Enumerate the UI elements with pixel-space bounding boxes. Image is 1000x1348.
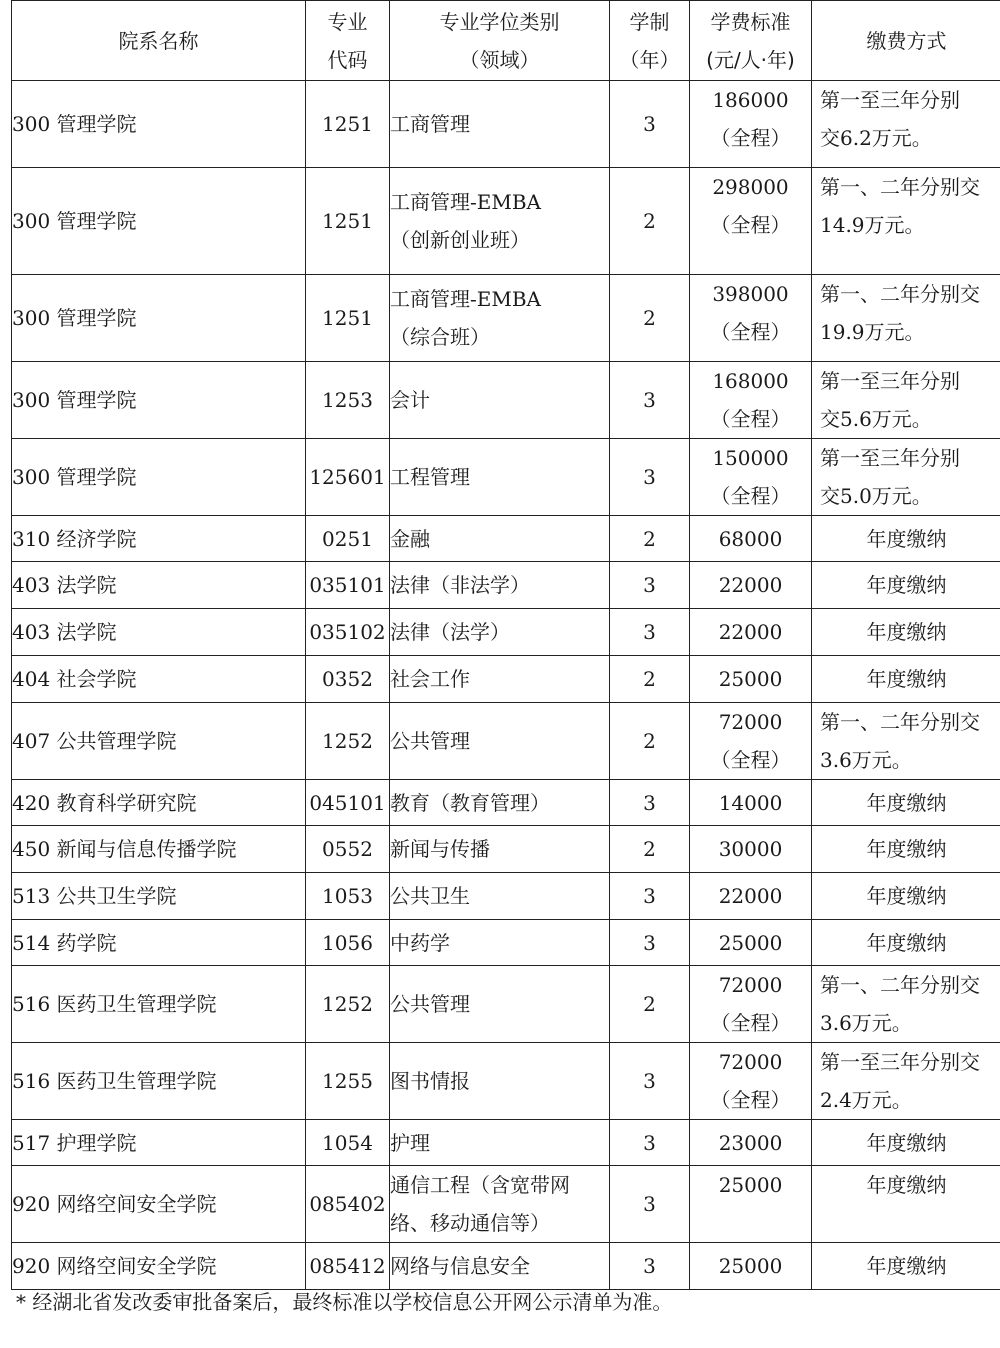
fee-cell-line: （全程） — [710, 1011, 791, 1035]
major-cell-line: 工程管理 — [390, 465, 470, 489]
table-row — [12, 656, 1000, 703]
table-row — [12, 826, 1000, 873]
years-cell: 3 — [610, 1120, 690, 1166]
years-cell: 3 — [610, 439, 690, 516]
table-row — [12, 275, 1000, 362]
header-code: 专业 代码 — [306, 1, 390, 81]
dept-cell: 920 网络空间安全学院 — [12, 1243, 306, 1290]
dept-cell: 420 教育科学研究院 — [12, 780, 306, 826]
fee-cell — [690, 81, 812, 168]
fee-cell-line: 298000 — [712, 175, 789, 199]
table-row — [12, 516, 1000, 562]
dept-cell: 300 管理学院 — [12, 439, 306, 516]
payment-cell-line: 3.6万元。 — [820, 748, 912, 772]
fee-cell-line: 72000 — [718, 973, 783, 997]
header-years: 学制 （年） — [610, 1, 690, 81]
table-row — [12, 1120, 1000, 1166]
payment-cell-line: 第一至三年分别 — [820, 369, 960, 393]
fee-cell — [690, 609, 812, 656]
fee-cell-line: 150000 — [712, 446, 789, 470]
code-cell: 035101 — [306, 562, 390, 609]
major-cell — [390, 439, 610, 516]
table-row — [12, 609, 1000, 656]
payment-cell-line: 年度缴纳 — [866, 837, 947, 861]
tuition-table — [11, 0, 1000, 1290]
payment-cell — [812, 275, 1000, 362]
fee-cell-line: 22000 — [718, 573, 783, 597]
years-cell: 3 — [610, 780, 690, 826]
years-cell: 3 — [610, 81, 690, 168]
fee-cell — [690, 656, 812, 703]
major-cell-line: 金融 — [390, 526, 430, 551]
years-cell: 2 — [610, 168, 690, 275]
code-cell: 0352 — [306, 656, 390, 703]
code-cell: 045101 — [306, 780, 390, 826]
payment-cell-line: 第一、二年分别交 — [820, 282, 980, 306]
dept-cell: 450 新闻与信息传播学院 — [12, 826, 306, 873]
code-cell: 1251 — [306, 168, 390, 275]
fee-cell-line: （全程） — [710, 213, 791, 237]
fee-cell — [690, 516, 812, 562]
fee-cell-line: 186000 — [712, 88, 789, 112]
major-cell — [390, 826, 610, 873]
payment-cell-line: 3.6万元。 — [820, 1011, 912, 1035]
years-cell: 3 — [610, 609, 690, 656]
payment-cell-line: 第一至三年分别交 — [820, 1050, 980, 1074]
code-cell: 0552 — [306, 826, 390, 873]
code-cell: 1251 — [306, 81, 390, 168]
years-cell: 2 — [610, 826, 690, 873]
major-cell-line: 络、移动通信等） — [390, 1211, 550, 1235]
payment-cell-line: 14.9万元。 — [820, 213, 925, 237]
table-row — [12, 920, 1000, 966]
years-cell: 2 — [610, 656, 690, 703]
code-cell: 085402 — [306, 1166, 390, 1243]
fee-cell — [690, 439, 812, 516]
payment-cell-line: 19.9万元。 — [820, 320, 925, 344]
fee-cell — [690, 562, 812, 609]
fee-cell-line: 398000 — [712, 282, 789, 306]
payment-cell — [812, 362, 1000, 439]
major-cell — [390, 81, 610, 168]
major-cell-line: 社会工作 — [390, 667, 470, 691]
header-degree-type: 专业学位类别 （领域） — [390, 1, 610, 81]
payment-cell — [812, 1166, 1000, 1243]
payment-cell — [812, 516, 1000, 562]
code-cell: 1253 — [306, 362, 390, 439]
years-cell: 3 — [610, 873, 690, 920]
major-cell-line: （创新创业班） — [390, 228, 530, 252]
major-cell-line: 工商管理-EMBA — [390, 190, 541, 214]
major-cell-line: 图书情报 — [390, 1069, 470, 1093]
payment-cell-line: 年度缴纳 — [866, 930, 947, 955]
major-cell — [390, 703, 610, 780]
major-cell-line: 工商管理 — [390, 112, 470, 136]
code-cell: 1255 — [306, 1043, 390, 1120]
fee-cell — [690, 1120, 812, 1166]
major-cell-line: 护理 — [390, 1130, 430, 1155]
table-row — [12, 439, 1000, 516]
fee-cell-line: 22000 — [718, 884, 783, 908]
fee-cell-line: 25000 — [718, 1173, 783, 1197]
dept-cell: 407 公共管理学院 — [12, 703, 306, 780]
years-cell: 2 — [610, 516, 690, 562]
dept-cell: 403 法学院 — [12, 609, 306, 656]
major-cell — [390, 1243, 610, 1290]
payment-cell — [812, 966, 1000, 1043]
dept-cell: 404 社会学院 — [12, 656, 306, 703]
code-cell: 1252 — [306, 703, 390, 780]
code-cell: 0251 — [306, 516, 390, 562]
dept-cell: 513 公共卫生学院 — [12, 873, 306, 920]
payment-cell — [812, 780, 1000, 826]
years-cell: 3 — [610, 920, 690, 966]
payment-cell — [812, 1243, 1000, 1290]
fee-cell — [690, 920, 812, 966]
table-row — [12, 168, 1000, 275]
payment-cell — [812, 562, 1000, 609]
table-row — [12, 873, 1000, 920]
footnote: * 经湖北省发改委审批备案后，最终标准以学校信息公开网公示清单为准。 — [16, 1290, 673, 1314]
major-cell — [390, 609, 610, 656]
payment-cell — [812, 873, 1000, 920]
payment-cell — [812, 826, 1000, 873]
years-cell: 3 — [610, 1043, 690, 1120]
fee-cell-line: 23000 — [718, 1130, 783, 1155]
payment-cell-line: 第一、二年分别交 — [820, 973, 980, 997]
major-cell-line: （综合班） — [390, 325, 490, 349]
code-cell: 035102 — [306, 609, 390, 656]
fee-cell-line: 68000 — [718, 526, 783, 551]
fee-cell-line: （全程） — [710, 484, 791, 508]
major-cell — [390, 1120, 610, 1166]
years-cell: 3 — [610, 362, 690, 439]
payment-cell-line: 交5.0万元。 — [820, 484, 932, 508]
dept-cell: 516 医药卫生管理学院 — [12, 966, 306, 1043]
major-cell — [390, 516, 610, 562]
fee-cell — [690, 703, 812, 780]
table-row — [12, 1043, 1000, 1120]
table-row — [12, 1243, 1000, 1290]
fee-cell-line: 72000 — [718, 710, 783, 734]
payment-cell — [812, 920, 1000, 966]
major-cell-line: 工商管理-EMBA — [390, 287, 541, 311]
table-body — [12, 81, 1000, 1290]
major-cell-line: 中药学 — [390, 930, 450, 955]
years-cell: 2 — [610, 275, 690, 362]
table-row — [12, 1166, 1000, 1243]
fee-cell-line: （全程） — [710, 1088, 791, 1112]
header-payment: 缴费方式 — [812, 1, 1000, 81]
fee-cell — [690, 873, 812, 920]
major-cell-line: 法律（法学） — [390, 620, 510, 644]
payment-cell — [812, 656, 1000, 703]
years-cell: 3 — [610, 1243, 690, 1290]
dept-cell: 310 经济学院 — [12, 516, 306, 562]
major-cell — [390, 1043, 610, 1120]
fee-cell — [690, 1166, 812, 1243]
code-cell: 085412 — [306, 1243, 390, 1290]
payment-cell-line: 年度缴纳 — [866, 620, 947, 644]
major-cell — [390, 966, 610, 1043]
major-cell-line: 公共卫生 — [390, 884, 470, 908]
payment-cell — [812, 609, 1000, 656]
payment-cell — [812, 1043, 1000, 1120]
major-cell — [390, 275, 610, 362]
payment-cell — [812, 703, 1000, 780]
major-cell-line: 通信工程（含宽带网 — [390, 1173, 570, 1197]
header-fee: 学费标准 (元/人·年) — [690, 1, 812, 81]
code-cell: 1054 — [306, 1120, 390, 1166]
payment-cell — [812, 168, 1000, 275]
fee-cell — [690, 826, 812, 873]
payment-cell-line: 第一至三年分别 — [820, 88, 960, 112]
dept-cell: 517 护理学院 — [12, 1120, 306, 1166]
years-cell: 3 — [610, 562, 690, 609]
dept-cell: 516 医药卫生管理学院 — [12, 1043, 306, 1120]
table-row — [12, 81, 1000, 168]
major-cell — [390, 562, 610, 609]
major-cell — [390, 1166, 610, 1243]
payment-cell-line: 年度缴纳 — [866, 526, 947, 551]
payment-cell — [812, 81, 1000, 168]
major-cell-line: 公共管理 — [390, 729, 470, 753]
major-cell — [390, 920, 610, 966]
major-cell — [390, 362, 610, 439]
dept-cell: 514 药学院 — [12, 920, 306, 966]
major-cell — [390, 656, 610, 703]
years-cell: 2 — [610, 703, 690, 780]
payment-cell-line: 交5.6万元。 — [820, 407, 932, 431]
table-row — [12, 780, 1000, 826]
table-row — [12, 703, 1000, 780]
major-cell-line: 网络与信息安全 — [390, 1254, 530, 1278]
major-cell-line: 公共管理 — [390, 992, 470, 1016]
payment-cell — [812, 1120, 1000, 1166]
years-cell: 3 — [610, 1166, 690, 1243]
fee-cell-line: （全程） — [710, 126, 791, 150]
dept-cell: 300 管理学院 — [12, 81, 306, 168]
fee-cell-line: 25000 — [718, 930, 783, 955]
table-row — [12, 562, 1000, 609]
fee-cell-line: 25000 — [718, 667, 783, 691]
dept-cell: 300 管理学院 — [12, 275, 306, 362]
payment-cell-line: 年度缴纳 — [866, 1254, 947, 1278]
code-cell: 125601 — [306, 439, 390, 516]
fee-cell — [690, 1043, 812, 1120]
dept-cell: 403 法学院 — [12, 562, 306, 609]
fee-cell-line: （全程） — [710, 320, 791, 344]
code-cell: 1053 — [306, 873, 390, 920]
payment-cell-line: 年度缴纳 — [866, 1130, 947, 1155]
major-cell-line: 法律（非法学） — [390, 573, 530, 597]
code-cell: 1056 — [306, 920, 390, 966]
fee-cell-line: 168000 — [712, 369, 789, 393]
payment-cell-line: 年度缴纳 — [866, 1173, 947, 1197]
header-dept: 院系名称 — [12, 1, 306, 81]
payment-cell-line: 年度缴纳 — [866, 790, 947, 815]
code-cell: 1251 — [306, 275, 390, 362]
fee-cell — [690, 966, 812, 1043]
payment-cell-line: 第一、二年分别交 — [820, 710, 980, 734]
payment-cell-line: 年度缴纳 — [866, 573, 947, 597]
major-cell — [390, 873, 610, 920]
major-cell-line: 会计 — [390, 388, 430, 412]
payment-cell-line: 年度缴纳 — [866, 667, 947, 691]
fee-cell-line: （全程） — [710, 748, 791, 772]
years-cell: 2 — [610, 966, 690, 1043]
dept-cell: 920 网络空间安全学院 — [12, 1166, 306, 1243]
fee-cell — [690, 780, 812, 826]
payment-cell — [812, 439, 1000, 516]
fee-cell-line: 22000 — [718, 620, 783, 644]
fee-cell — [690, 362, 812, 439]
fee-cell — [690, 275, 812, 362]
payment-cell-line: 2.4万元。 — [820, 1088, 912, 1112]
payment-cell-line: 第一、二年分别交 — [820, 175, 980, 199]
fee-cell-line: 30000 — [718, 837, 783, 861]
fee-cell-line: 72000 — [718, 1050, 783, 1074]
dept-cell: 300 管理学院 — [12, 168, 306, 275]
major-cell — [390, 168, 610, 275]
fee-cell — [690, 1243, 812, 1290]
payment-cell-line: 第一至三年分别 — [820, 446, 960, 470]
payment-cell-line: 年度缴纳 — [866, 884, 947, 908]
header-row — [12, 1, 1000, 81]
fee-cell-line: 25000 — [718, 1254, 783, 1278]
fee-cell — [690, 168, 812, 275]
code-cell: 1252 — [306, 966, 390, 1043]
fee-cell-line: 14000 — [718, 790, 783, 815]
table-row — [12, 362, 1000, 439]
major-cell-line: 教育（教育管理） — [390, 790, 550, 815]
table-row — [12, 966, 1000, 1043]
dept-cell: 300 管理学院 — [12, 362, 306, 439]
payment-cell-line: 交6.2万元。 — [820, 126, 932, 150]
major-cell — [390, 780, 610, 826]
fee-cell-line: （全程） — [710, 407, 791, 431]
major-cell-line: 新闻与传播 — [390, 837, 490, 861]
